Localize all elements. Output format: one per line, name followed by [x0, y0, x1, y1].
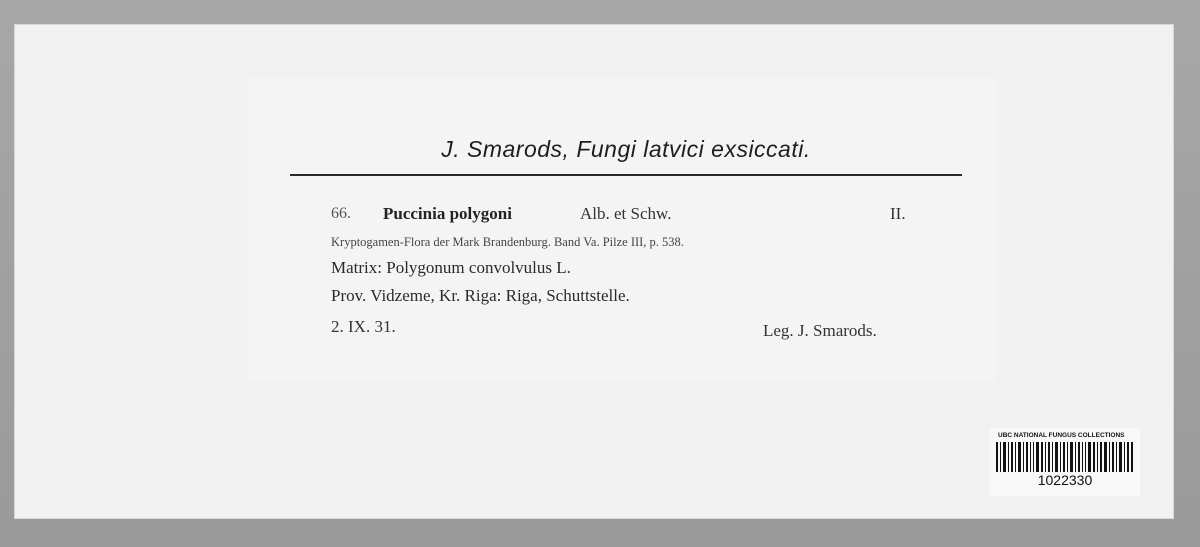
species-name: Puccinia polygoni [383, 204, 512, 223]
barcode-number: 1022330 [1037, 472, 1093, 488]
literature-reference: Kryptogamen-Flora der Mark Brandenburg. Band Va. Pilze III, p. 538. [331, 235, 684, 249]
header-rule [290, 174, 962, 176]
specimen-number: 66. [331, 205, 351, 222]
barcode-icon [996, 442, 1134, 472]
species-authors: Alb. et Schw. [580, 204, 672, 223]
barcode-card [990, 428, 1140, 496]
spore-stage: II. [890, 204, 906, 223]
collector-line: Leg. J. Smarods. [763, 321, 877, 340]
collection-date: 2. IX. 31. [331, 317, 396, 336]
matrix-line: Matrix: Polygonum convolvulus L. [331, 258, 571, 277]
barcode-institution: UBC NATIONAL FUNGUS COLLECTIONS [998, 432, 1125, 439]
label-header: J. Smarods, Fungi latvici exsiccati. [441, 136, 811, 162]
locality-line: Prov. Vidzeme, Kr. Riga: Riga, Schuttstelle. [331, 286, 630, 305]
